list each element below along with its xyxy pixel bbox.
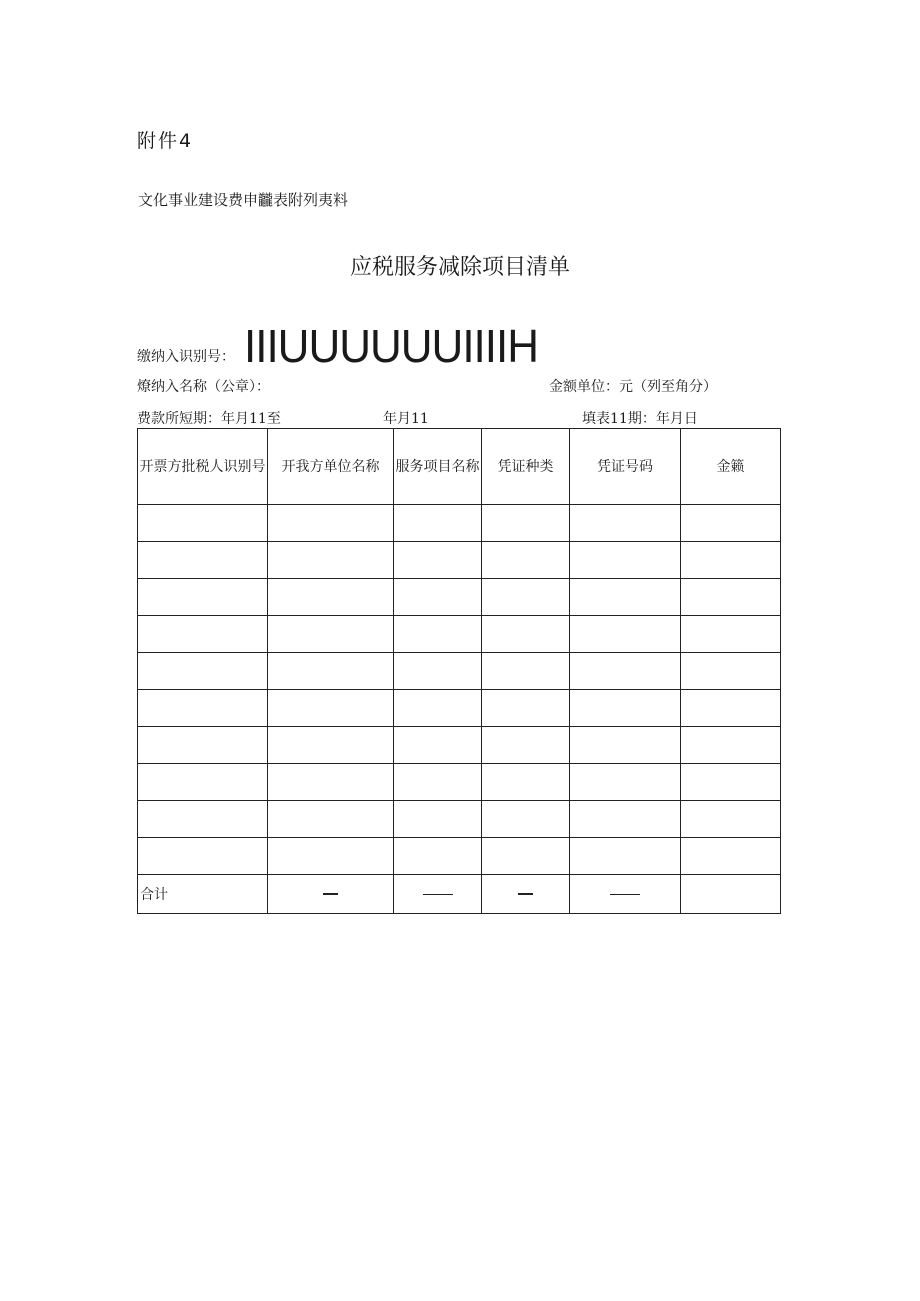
taxpayer-name-label: 燎纳入名称（公章）：: [137, 379, 270, 395]
table-cell[interactable]: [268, 616, 394, 653]
taxpayer-id-value: IIIUUUUUUIIIIH: [244, 320, 538, 373]
document-subtitle: 文化事业建设费申龖表附列夷料: [138, 191, 349, 209]
table-cell[interactable]: [394, 653, 482, 690]
table-cell[interactable]: [138, 690, 268, 727]
table-cell[interactable]: [394, 579, 482, 616]
table-row: [138, 801, 781, 838]
table-cell[interactable]: [268, 505, 394, 542]
total-service-item-cell: [394, 875, 482, 914]
total-row: [138, 875, 781, 914]
table-cell[interactable]: [138, 764, 268, 801]
table-cell[interactable]: [138, 542, 268, 579]
table-row: [138, 616, 781, 653]
attachment-label: 附件4: [137, 130, 194, 152]
table-row: [138, 542, 781, 579]
header-voucher-type: 凭证种类: [482, 429, 570, 505]
header-amount: 金籁: [681, 429, 781, 505]
table-cell[interactable]: [681, 579, 781, 616]
table-cell[interactable]: [394, 764, 482, 801]
dash-mark: [423, 894, 453, 895]
table-cell[interactable]: [138, 838, 268, 875]
total-amount-cell[interactable]: [681, 875, 781, 914]
table-cell[interactable]: [482, 764, 570, 801]
table-cell[interactable]: [138, 727, 268, 764]
header-issuer-unit-name: 开我方单位名称: [268, 429, 394, 505]
tax-period-start: 费款所短期：年月11至: [137, 411, 281, 427]
table-cell[interactable]: [394, 542, 482, 579]
table-cell[interactable]: [268, 764, 394, 801]
table-header-row: [138, 429, 781, 505]
table-cell[interactable]: [268, 690, 394, 727]
table-row: [138, 764, 781, 801]
table-cell[interactable]: [681, 690, 781, 727]
table-cell[interactable]: [681, 727, 781, 764]
total-label: 合计: [138, 875, 268, 914]
table-cell[interactable]: [268, 579, 394, 616]
reduction-items-table: [137, 428, 781, 914]
dash-mark: [610, 894, 640, 895]
table-cell[interactable]: [570, 727, 681, 764]
table-cell[interactable]: [138, 801, 268, 838]
table-cell[interactable]: [570, 579, 681, 616]
table-cell[interactable]: [268, 542, 394, 579]
table-cell[interactable]: [570, 505, 681, 542]
table-cell[interactable]: [681, 653, 781, 690]
table-cell[interactable]: [482, 653, 570, 690]
table-row: [138, 505, 781, 542]
table-cell[interactable]: [138, 616, 268, 653]
table-cell[interactable]: [681, 764, 781, 801]
table-cell[interactable]: [681, 505, 781, 542]
table-cell[interactable]: [394, 616, 482, 653]
table-cell[interactable]: [570, 801, 681, 838]
table-cell[interactable]: [394, 838, 482, 875]
table-row: [138, 579, 781, 616]
table-cell[interactable]: [138, 505, 268, 542]
table-cell[interactable]: [482, 505, 570, 542]
dash-mark: [323, 893, 338, 895]
table-cell[interactable]: [482, 579, 570, 616]
table-cell[interactable]: [268, 727, 394, 764]
table-cell[interactable]: [138, 579, 268, 616]
table-body: [138, 505, 781, 875]
table-cell[interactable]: [570, 838, 681, 875]
table-cell[interactable]: [268, 838, 394, 875]
page-title: 应税服务减除项目清单: [349, 255, 570, 280]
table-cell[interactable]: [570, 653, 681, 690]
amount-unit: 金额单位：元（列至角分）: [549, 379, 717, 395]
header-service-item-name: 服务项目名称: [394, 429, 482, 505]
table-cell[interactable]: [394, 505, 482, 542]
total-voucher-number-cell: [570, 875, 681, 914]
table-cell[interactable]: [394, 801, 482, 838]
table-cell[interactable]: [570, 542, 681, 579]
table-cell[interactable]: [138, 653, 268, 690]
dash-mark: [518, 893, 533, 895]
table-cell[interactable]: [681, 801, 781, 838]
fill-date: 填表11期：年月日: [582, 411, 698, 427]
tax-period-end: 年月11: [383, 411, 429, 427]
table-cell[interactable]: [482, 690, 570, 727]
header-issuer-taxpayer-id: 开票方批税人识别号: [138, 429, 268, 505]
table-cell[interactable]: [681, 616, 781, 653]
table-cell[interactable]: [681, 838, 781, 875]
table-cell[interactable]: [268, 801, 394, 838]
table-cell[interactable]: [482, 727, 570, 764]
table-cell[interactable]: [394, 690, 482, 727]
table-row: [138, 653, 781, 690]
table-row: [138, 727, 781, 764]
table-cell[interactable]: [394, 727, 482, 764]
table-cell[interactable]: [570, 690, 681, 727]
table-row: [138, 838, 781, 875]
table-cell[interactable]: [482, 838, 570, 875]
table-cell[interactable]: [570, 616, 681, 653]
table-cell[interactable]: [482, 542, 570, 579]
table-cell[interactable]: [570, 764, 681, 801]
table-cell[interactable]: [681, 542, 781, 579]
header-voucher-number: 凭证号码: [570, 429, 681, 505]
table-cell[interactable]: [482, 801, 570, 838]
table-cell[interactable]: [482, 616, 570, 653]
total-voucher-type-cell: [482, 875, 570, 914]
taxpayer-id-label: 缴纳入识别号：: [137, 349, 235, 365]
table-row: [138, 690, 781, 727]
table-cell[interactable]: [268, 653, 394, 690]
total-unit-name-cell: [268, 875, 394, 914]
